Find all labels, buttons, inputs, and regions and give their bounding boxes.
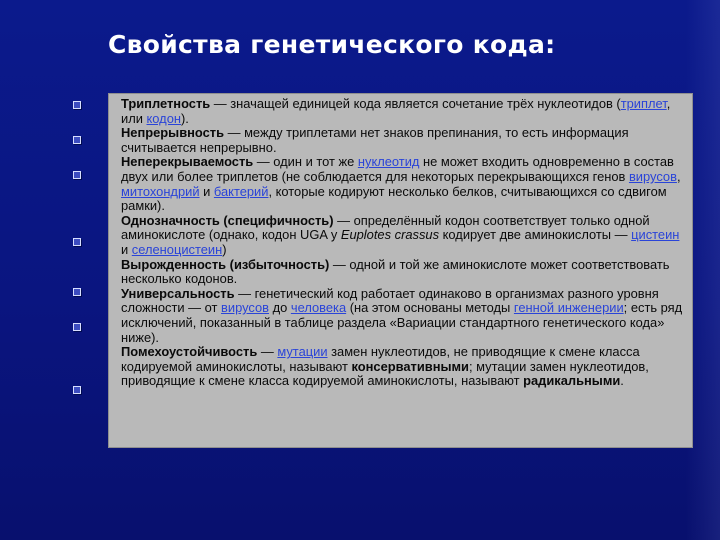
link-viruses[interactable]: вирусов xyxy=(221,300,270,316)
species-name: Euplotes crassus xyxy=(340,227,440,243)
item-term: Неперекрываемость xyxy=(121,154,254,170)
item-text: ) xyxy=(222,241,227,257)
item-text: , или xyxy=(121,96,671,126)
item-text: — xyxy=(257,344,278,360)
link-nucleotide[interactable]: нуклеотид xyxy=(357,154,420,170)
bullet-square-icon xyxy=(73,287,82,297)
item-text: ; мутации замен нуклеотидов, приводящие к смене класса кодируемой аминокислоты, называют xyxy=(121,358,649,389)
item-text: не может входить одновременно в состав двух или более триплетов (не соблюдается для некоторых перекрывающихся генов xyxy=(121,154,674,184)
item-text: . xyxy=(620,373,624,389)
item-text: ). xyxy=(181,110,189,126)
item-term: Однозначность (специфичность) xyxy=(121,212,334,228)
item-text: , xyxy=(676,168,681,184)
list-item-non-overlapping xyxy=(121,155,687,213)
item-text: (на этом основаны методы xyxy=(346,300,514,316)
item-text: ; есть ряд исключений, показанный в таблице раздела «Вариации стандартного генетического кода» ниже). xyxy=(121,300,683,345)
link-triplet[interactable]: триплет xyxy=(620,96,667,111)
link-mitochondria[interactable]: митохондрий xyxy=(121,183,200,199)
bullet-square-icon xyxy=(73,322,82,332)
list-item-degeneracy xyxy=(121,258,687,287)
properties-list xyxy=(121,97,687,389)
bullet-square-icon xyxy=(73,385,82,395)
item-text: — определённый кодон соответствует только одной аминокислоте (однако, кодон UGA у xyxy=(121,212,650,243)
item-term: Вырожденность (избыточность) xyxy=(121,256,330,272)
slide-title: Свойства генетического кода: xyxy=(108,30,556,59)
item-term: Непрерывность xyxy=(121,125,225,141)
link-mutations[interactable]: мутации xyxy=(277,344,328,360)
link-bacteria[interactable]: бактерий xyxy=(213,183,269,199)
item-text: кодирует две аминокислоты — xyxy=(439,227,632,243)
link-cysteine[interactable]: цистеин xyxy=(631,227,680,243)
bullet-square-icon xyxy=(73,100,82,110)
item-text: до xyxy=(269,300,291,316)
bold-conservative: консервативными xyxy=(351,358,469,374)
item-text: — один и тот же xyxy=(253,154,358,170)
item-text: и xyxy=(121,241,132,257)
bullet-square-icon xyxy=(73,170,82,180)
item-text: — между триплетами нет знаков препинания, то есть информация считывается непрерывно. xyxy=(121,125,629,155)
list-item-noise-immunity xyxy=(121,345,687,389)
item-text: — значащей единицей кода является сочетание трёх нуклеотидов ( xyxy=(210,96,621,111)
link-selenocysteine[interactable]: селеноцистеин xyxy=(131,241,223,257)
link-viruses[interactable]: вирусов xyxy=(628,168,677,184)
link-human[interactable]: человека xyxy=(290,300,347,316)
item-text: — одной и той же аминокислоте может соответствовать несколько кодонов. xyxy=(121,256,670,287)
bullet-square-icon xyxy=(73,135,82,145)
item-text: замен нуклеотидов, не приводящие к смене класса кодируемой аминокислоты, называют xyxy=(121,344,640,374)
list-item-tripletness xyxy=(121,97,687,126)
item-text: , которые кодируют несколько белков, считывающихся со сдвигом рамки). xyxy=(121,183,667,214)
item-text: — генетический код работает одинаково в организмах разного уровня сложности — от xyxy=(121,285,659,316)
link-codon[interactable]: кодон xyxy=(146,110,181,126)
bold-radical: радикальными xyxy=(523,373,621,389)
link-genetic-engineering[interactable]: генной инженерии xyxy=(513,300,624,316)
list-item-universality xyxy=(121,287,687,345)
list-item-specificity xyxy=(121,214,687,258)
item-text: и xyxy=(199,183,214,199)
item-term: Универсальность xyxy=(121,285,235,301)
bullet-square-icon xyxy=(73,237,82,247)
list-item-continuity xyxy=(121,126,687,155)
item-term: Помехоустойчивость xyxy=(121,344,258,360)
item-term: Триплетность xyxy=(121,96,211,111)
